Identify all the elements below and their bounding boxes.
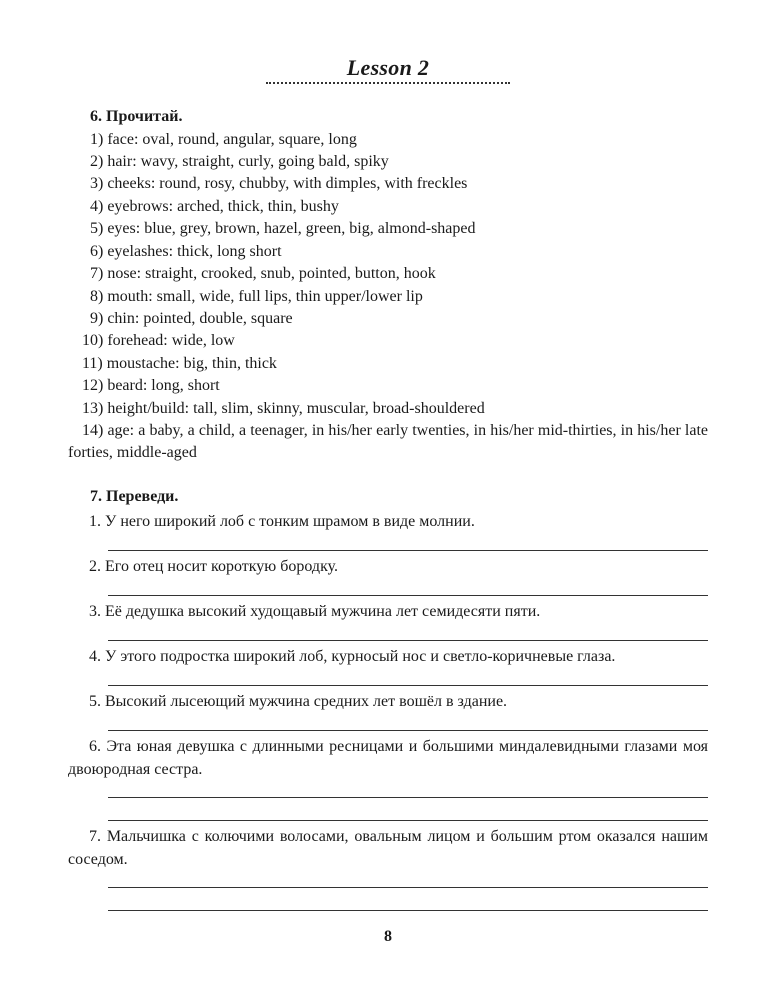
vocab-item: 8) mouth: small, wide, full lips, thin upper/lower lip	[90, 288, 423, 305]
translation-sentence: 1. У него широкий лоб с тонким шрамом в виде молнии.	[89, 513, 475, 530]
vocab-item: 5) eyes: blue, grey, brown, hazel, green, big, almond-shaped	[90, 220, 476, 237]
vocab-item: 10) forehead: wide, low	[82, 332, 235, 349]
answer-line[interactable]	[108, 640, 708, 641]
answer-line[interactable]	[108, 820, 708, 821]
answer-line[interactable]	[108, 595, 708, 596]
vocab-item: 9) chin: pointed, double, square	[90, 310, 293, 327]
answer-line[interactable]	[108, 685, 708, 686]
translation-sentence: 4. У этого подростка широкий лоб, курносый нос и светло-коричневые глаза.	[89, 648, 616, 665]
exercise-6-heading: 6. Прочитай.	[90, 108, 183, 125]
vocab-item: 1) face: oval, round, angular, square, long	[90, 131, 357, 148]
answer-line[interactable]	[108, 910, 708, 911]
answer-line[interactable]	[108, 797, 708, 798]
translation-sentence: 3. Её дедушка высокий худощавый мужчина лет семидесяти пяти.	[89, 603, 541, 620]
title-dotted-rule	[266, 82, 510, 84]
vocab-item: 6) eyelashes: thick, long short	[90, 243, 282, 260]
answer-line[interactable]	[108, 887, 708, 888]
lesson-title: Lesson 2	[346, 55, 430, 80]
translation-sentence: 7. Мальчишка с колючими волосами, овальным лицом и большим ртом оказался нашим соседом.	[68, 828, 708, 868]
vocab-item: 12) beard: long, short	[82, 377, 220, 394]
vocab-item: 13) height/build: tall, slim, skinny, muscular, broad-shouldered	[82, 400, 485, 417]
translation-sentence: 6. Эта юная девушка с длинными ресницами и большими миндалевидными глазами моя двоюродная сестра.	[68, 738, 708, 778]
exercise-7-heading: 7. Переведи.	[90, 488, 179, 505]
translation-sentence: 2. Его отец носит короткую бородку.	[89, 558, 339, 575]
vocab-item: 11) moustache: big, thin, thick	[82, 355, 277, 372]
answer-line[interactable]	[108, 730, 708, 731]
page-number: 8	[384, 928, 392, 945]
vocab-item: 3) cheeks: round, rosy, chubby, with dimples, with freckles	[90, 175, 468, 192]
answer-line[interactable]	[108, 550, 708, 551]
vocab-item: 7) nose: straight, crooked, snub, pointed, button, hook	[90, 265, 436, 282]
translation-sentence: 5. Высокий лысеющий мужчина средних лет вошёл в здание.	[89, 693, 508, 710]
vocab-item: 4) eyebrows: arched, thick, thin, bushy	[90, 198, 339, 215]
vocab-item: 14) age: a baby, a child, a teenager, in his/her early twenties, in his/her mid-thirties, in his/her late forties, middle-aged	[68, 422, 708, 462]
vocab-item: 2) hair: wavy, straight, curly, going bald, spiky	[90, 153, 389, 170]
